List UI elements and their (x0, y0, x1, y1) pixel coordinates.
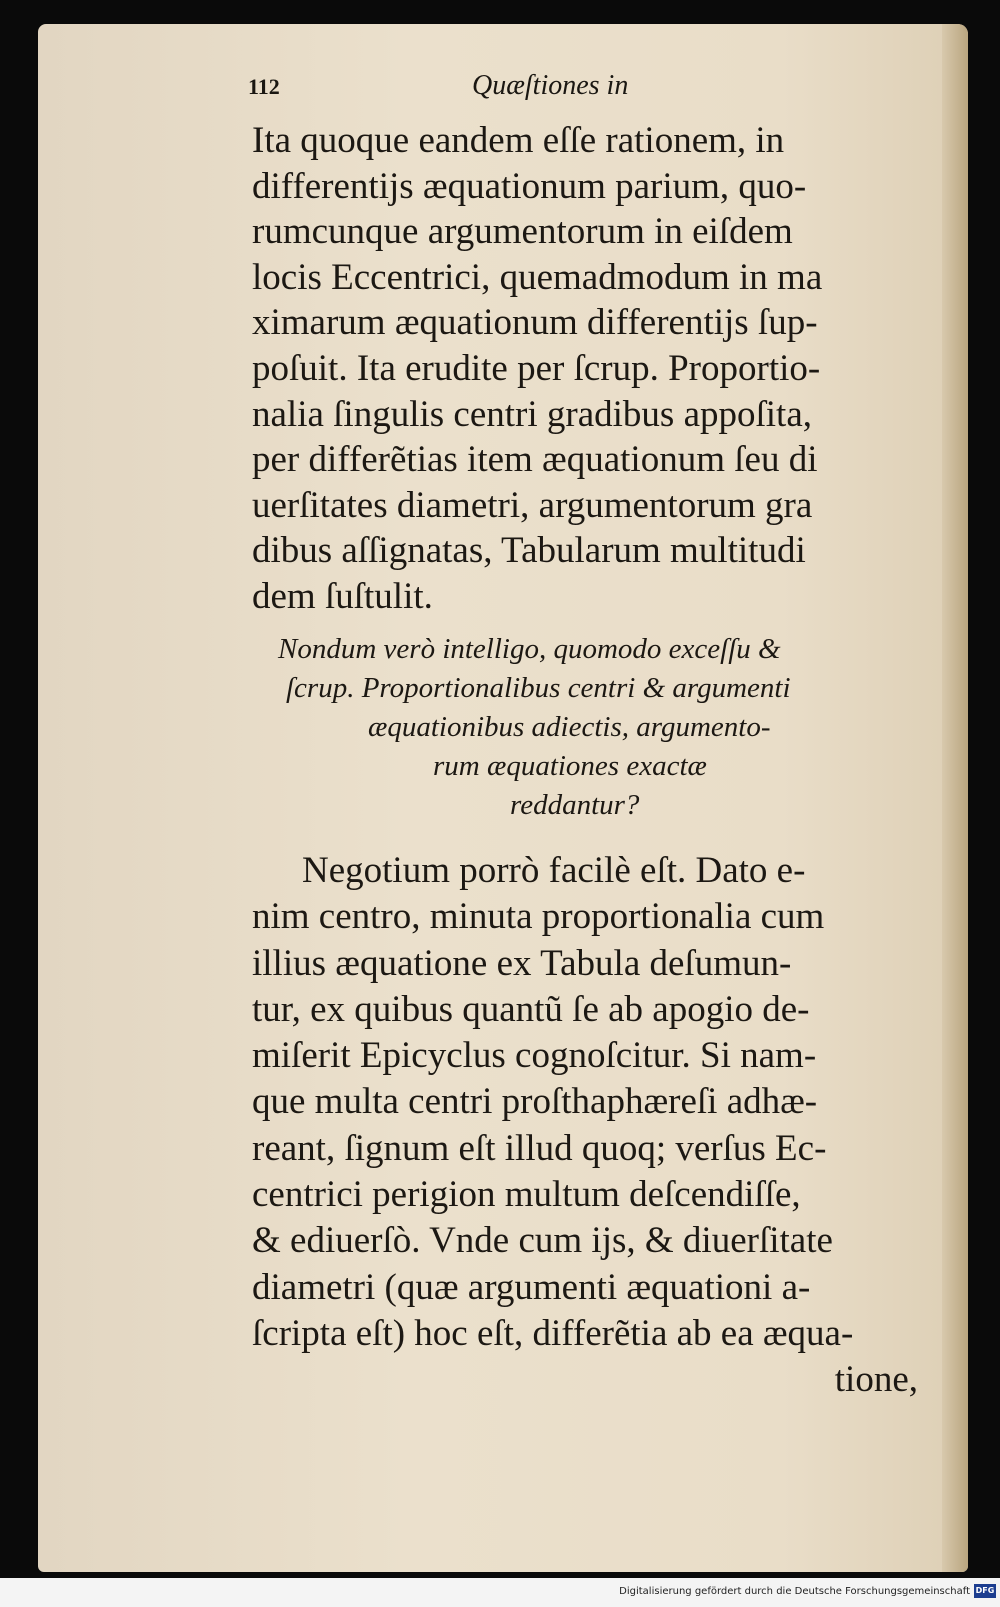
text-line: diametri (quæ argumenti æquationi a- (252, 1266, 811, 1308)
text-line: poſuit. Ita erudite per ſcrup. Proportio- (252, 347, 821, 389)
text-line: tur, ex quibus quantũ ſe ab apogio de- (252, 988, 810, 1030)
paragraph-2 (252, 848, 918, 1404)
text-line: ſcripta eſt) hoc eſt, differẽtia ab ea æqua- (252, 1312, 854, 1354)
page-edge (942, 24, 968, 1572)
text-line: & ediuerſò. Vnde cum ijs, & diuerſitate (252, 1220, 833, 1262)
text-line: nim centro, minuta proportionalia cum (252, 896, 825, 938)
text-line: reant, ſignum eſt illud quoq; verſus Ec- (252, 1127, 827, 1169)
text-line: dibus aſſignatas, Tabularum multitudi (252, 530, 806, 572)
text-line: centrici perigion multum deſcendiſſe, (252, 1174, 801, 1216)
question-block (278, 630, 918, 825)
catchword: tione, (834, 1359, 918, 1401)
text-line: miſerit Epicyclus cognoſcitur. Si nam- (252, 1035, 817, 1077)
question-line: rum æquationes exactæ (433, 750, 707, 782)
text-line: locis Eccentrici, quemadmodum in ma (252, 256, 823, 298)
text-line: uerſitates diametri, argumentorum gra (252, 484, 813, 526)
question-line: reddantur? (510, 789, 640, 821)
question-line: ſcrup. Proportionalibus centri & argumenti (286, 672, 791, 704)
dfg-logo: DFG (974, 1584, 996, 1598)
folio-number: 112 (248, 74, 280, 99)
paragraph-1 (252, 118, 822, 620)
text-line: ximarum æquationum differentijs ſup- (252, 302, 818, 344)
text-line: que multa centri proſthaphæreſi adhæ- (252, 1081, 818, 1123)
text-line: per differẽtias item æquationum ſeu di (252, 439, 818, 481)
question-line: Nondum verò intelligo, quomodo exceſſu & (278, 633, 781, 665)
text-line: nalia ſingulis centri gradibus appoſita, (252, 393, 813, 435)
text-line: dem ſuſtulit. (252, 575, 433, 617)
question-line: æquationibus adiectis, argumento- (368, 711, 771, 743)
text-line: illius æquatione ex Tabula deſumun- (252, 942, 792, 984)
text-line: rumcunque argumentorum in eiſdem (252, 211, 793, 253)
text-line: differentijs æquationum parium, quo- (252, 165, 807, 207)
text-line: Negotium porrò facilè eſt. Dato e- (302, 850, 806, 891)
text-line: Ita quoque eandem eſſe rationem, in (252, 120, 785, 161)
digitization-credit: Digitalisierung gefördert durch die Deutsche Forschungsgemeinschaft (619, 1586, 970, 1597)
running-head: Quæſtiones in (472, 70, 629, 101)
